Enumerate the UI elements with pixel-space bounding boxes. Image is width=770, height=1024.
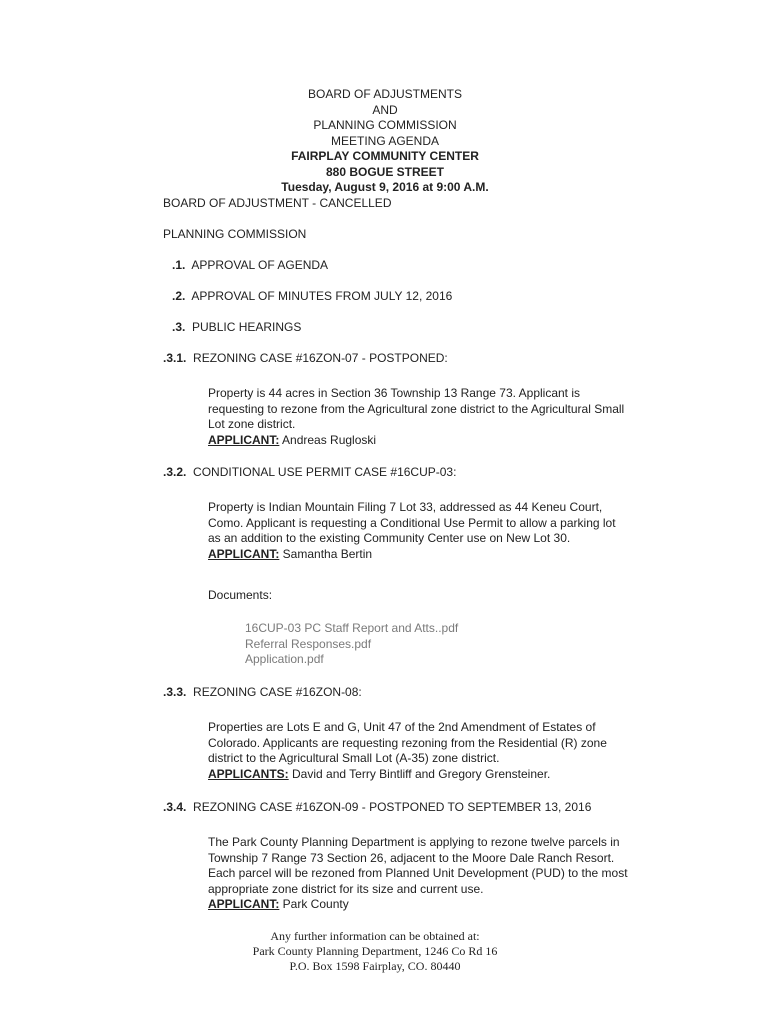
item-number: .3.4.: [163, 800, 187, 814]
document-link[interactable]: 16CUP-03 PC Staff Report and Atts..pdf: [245, 621, 459, 635]
item-number: .3.1.: [163, 351, 187, 365]
applicant-label: APPLICANT:: [208, 432, 280, 447]
footer-line-2: Park County Planning Department, 1246 Co Rd 16: [252, 944, 498, 958]
item-number: .3.3.: [163, 685, 187, 699]
applicant-line: [208, 433, 668, 449]
agenda-item-3: [172, 320, 301, 336]
agenda-item-1: [172, 258, 328, 274]
agenda-item-3-4: [163, 800, 591, 816]
item-3-2-description: [208, 500, 668, 562]
agenda-item-3-1: [163, 351, 448, 367]
description-line: appropriate zone district for its size and current use.: [208, 881, 484, 896]
applicant-name: David and Terry Bintliff and Gregory Grensteiner.: [288, 766, 551, 781]
agenda-item-2: [172, 289, 452, 305]
documents-list: [245, 621, 458, 668]
applicant-line: [208, 547, 668, 563]
applicant-name: Andreas Rugloski: [279, 432, 377, 447]
item-number: .3.: [172, 320, 186, 334]
document-link[interactable]: Referral Responses.pdf: [245, 636, 372, 651]
footer-line-1: Any further information can be obtained at:: [270, 929, 480, 943]
description-line: Como. Applicant is requesting a Conditional Use Permit to allow a parking lot: [208, 515, 616, 530]
item-number: .1.: [172, 258, 186, 272]
footer-line-3: P.O. Box 1598 Fairplay, CO. 80440: [289, 959, 461, 973]
agenda-item-3-3: [163, 685, 362, 701]
item-title: REZONING CASE #16ZON-07 - POSTPONED:: [193, 351, 448, 365]
applicant-name: Park County: [279, 897, 349, 911]
applicant-line: [208, 897, 668, 913]
item-3-4-description: [208, 835, 668, 913]
board-of-adjustment-heading: BOARD OF ADJUSTMENT - CANCELLED: [163, 196, 392, 210]
agenda-footer: [0, 929, 750, 974]
description-line: district to the Agricultural Small Lot (A-35) zone district.: [208, 751, 500, 765]
header-datetime: Tuesday, August 9, 2016 at 9:00 A.M.: [281, 180, 489, 194]
header-line-3: PLANNING COMMISSION: [313, 118, 457, 132]
header-line-2: AND: [372, 102, 398, 117]
description-line: as an addition to the existing Community Center use on New Lot 30.: [208, 531, 571, 545]
item-3-3-description: [208, 720, 668, 782]
description-line: The Park County Planning Department is applying to rezone twelve parcels in: [208, 835, 620, 849]
header-address: 880 BOGUE STREET: [325, 164, 445, 179]
item-title: APPROVAL OF AGENDA: [191, 258, 329, 272]
header-line-4: MEETING AGENDA: [330, 133, 440, 148]
item-3-1-description: [208, 386, 668, 448]
documents-label: Documents:: [208, 588, 273, 602]
description-line: requesting to rezone from the Agricultural zone district to the Agricultural Small: [208, 401, 625, 416]
item-title: REZONING CASE #16ZON-08:: [193, 685, 362, 699]
applicant-label: APPLICANT:: [208, 897, 280, 911]
header-line-1: BOARD OF ADJUSTMENTS: [307, 87, 462, 101]
agenda-header: [0, 87, 770, 196]
description-line: Lot zone district.: [208, 417, 296, 431]
item-title: REZONING CASE #16ZON-09 - POSTPONED TO SEPTEMBER 13, 2016: [193, 800, 592, 814]
header-location: FAIRPLAY COMMUNITY CENTER: [291, 149, 479, 163]
description-line: Property is Indian Mountain Filing 7 Lot 33, addressed as 44 Keneu Court,: [208, 500, 603, 514]
planning-commission-heading: PLANNING COMMISSION: [163, 227, 307, 241]
description-line: Township 7 Range 73 Section 26, adjacent to the Moore Dale Ranch Resort.: [208, 850, 615, 865]
description-line: Each parcel will be rezoned from Planned Unit Development (PUD) to the most: [208, 866, 628, 880]
item-number: .2.: [172, 289, 186, 303]
applicant-label: APPLICANT:: [208, 546, 280, 561]
item-title: PUBLIC HEARINGS: [192, 320, 302, 334]
description-line: Properties are Lots E and G, Unit 47 of the 2nd Amendment of Estates of: [208, 720, 596, 734]
description-line: Property is 44 acres in Section 36 Township 13 Range 73. Applicant is: [208, 386, 580, 400]
applicant-name: Samantha Bertin: [279, 546, 373, 561]
agenda-item-3-2: [163, 465, 456, 481]
applicant-line: [208, 767, 668, 783]
item-number: .3.2.: [163, 465, 187, 479]
item-title: CONDITIONAL USE PERMIT CASE #16CUP-03:: [193, 465, 457, 479]
applicant-label: APPLICANTS:: [208, 766, 289, 781]
description-line: Colorado. Applicants are requesting rezoning from the Residential (R) zone: [208, 735, 607, 750]
document-link[interactable]: Application.pdf: [245, 652, 324, 666]
item-title: APPROVAL OF MINUTES FROM JULY 12, 2016: [191, 289, 453, 303]
